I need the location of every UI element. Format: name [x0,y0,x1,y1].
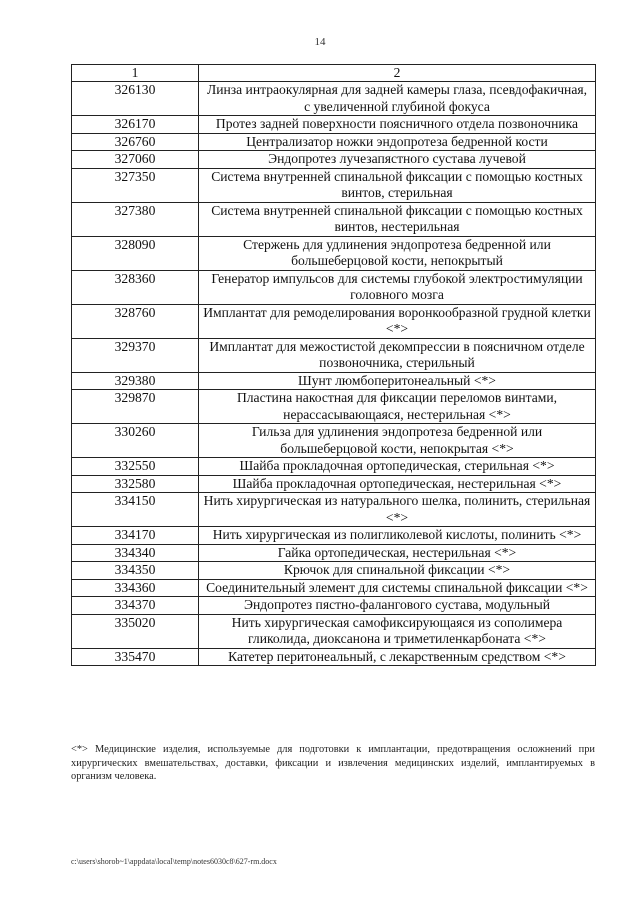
device-name-cell: Гильза для удлинения эндопротеза бедренной или большеберцовой кости, непокрытая <*> [199,424,596,458]
device-code-cell: 335020 [72,614,199,648]
table-row [72,614,596,648]
column-header-code: 1 [72,65,199,82]
table-row [72,390,596,424]
table-row [72,527,596,545]
table-body [72,82,596,666]
table-row [72,475,596,493]
device-name-cell: Имплантат для межостистой декомпрессии в поясничном отделе позвоночника, стерильный [199,338,596,372]
device-name-cell: Линза интраокулярная для задней камеры глаза, псевдофакичная, с увеличенной глубиной фокуса [199,82,596,116]
device-name-cell: Катетер перитонеальный, с лекарственным средством <*> [199,648,596,666]
table-row [72,133,596,151]
column-header-name: 2 [199,65,596,82]
device-code-cell: 334340 [72,544,199,562]
device-code-cell: 329370 [72,338,199,372]
device-name-cell: Нить хирургическая из натурального шелка, полинить, стерильная <*> [199,493,596,527]
table-row [72,424,596,458]
device-name-cell: Система внутренней спинальной фиксации с помощью костных винтов, нестерильная [199,202,596,236]
table-row [72,236,596,270]
table-row [72,82,596,116]
device-code-cell: 334350 [72,562,199,580]
device-code-cell: 328360 [72,270,199,304]
table-row [72,458,596,476]
device-code-table [71,64,596,666]
table-row [72,168,596,202]
table-header-row [72,65,596,82]
device-code-cell: 332550 [72,458,199,476]
table-row [72,597,596,615]
device-code-cell: 334170 [72,527,199,545]
table-row [72,562,596,580]
device-code-cell: 330260 [72,424,199,458]
device-name-cell: Шайба прокладочная ортопедическая, нестерильная <*> [199,475,596,493]
device-code-cell: 327350 [72,168,199,202]
table-row [72,270,596,304]
table-row [72,116,596,134]
device-code-cell: 334370 [72,597,199,615]
page-number: 14 [314,36,326,48]
device-code-cell: 327380 [72,202,199,236]
device-code-cell: 332580 [72,475,199,493]
device-name-cell: Крючок для спинальной фиксации <*> [199,562,596,580]
table-row [72,304,596,338]
device-code-cell: 328090 [72,236,199,270]
device-code-cell: 327060 [72,151,199,169]
device-code-cell: 329870 [72,390,199,424]
device-name-cell: Нить хирургическая из полигликолевой кислоты, полинить <*> [199,527,596,545]
device-code-cell: 328760 [72,304,199,338]
device-code-cell: 326170 [72,116,199,134]
device-name-cell: Стержень для удлинения эндопротеза бедренной или большеберцовой кости, непокрытый [199,236,596,270]
table-row [72,372,596,390]
device-code-cell: 326130 [72,82,199,116]
device-code-cell: 326760 [72,133,199,151]
device-name-cell: Эндопротез пястно-фалангового сустава, модульный [199,597,596,615]
device-name-cell: Гайка ортопедическая, нестерильная <*> [199,544,596,562]
device-name-cell: Пластина накостная для фиксации переломов винтами, нерассасывающаяся, нестерильная <*> [199,390,596,424]
table-row [72,544,596,562]
device-name-cell: Генератор импульсов для системы глубокой электростимуляции головного мозга [199,270,596,304]
table-row [72,202,596,236]
device-name-cell: Эндопротез лучезапястного сустава лучевой [199,151,596,169]
device-name-cell: Шайба прокладочная ортопедическая, стерильная <*> [199,458,596,476]
table-row [72,151,596,169]
device-name-cell: Соединительный элемент для системы спинальной фиксации <*> [199,579,596,597]
device-code-cell: 329380 [72,372,199,390]
device-code-cell: 334150 [72,493,199,527]
file-path: c:\users\shorob~1\appdata\local\temp\notes6030c8\627-rm.docx [71,857,277,866]
device-name-cell: Нить хирургическая самофиксирующаяся из сополимера гликолида, диоксанона и триметиленкарбоната <*> [199,614,596,648]
device-code-cell: 334360 [72,579,199,597]
table-row [72,579,596,597]
device-code-cell: 335470 [72,648,199,666]
device-name-cell: Имплантат для ремоделирования воронкообразной грудной клетки <*> [199,304,596,338]
table-row [72,338,596,372]
device-name-cell: Протез задней поверхности поясничного отдела позвоночника [199,116,596,134]
device-name-cell: Система внутренней спинальной фиксации с помощью костных винтов, стерильная [199,168,596,202]
table-row [72,648,596,666]
table-row [72,493,596,527]
device-name-cell: Централизатор ножки эндопротеза бедренной кости [199,133,596,151]
footnote: <*> Медицинские изделия, используемые для подготовки к имплантации, предотвращения осложнений при хирургических вмешательствах, доставки, фиксации и извлечения медицинских изделий, имплантируемых в организм человека. [71,744,595,783]
device-name-cell: Шунт люмбоперитонеальный <*> [199,372,596,390]
